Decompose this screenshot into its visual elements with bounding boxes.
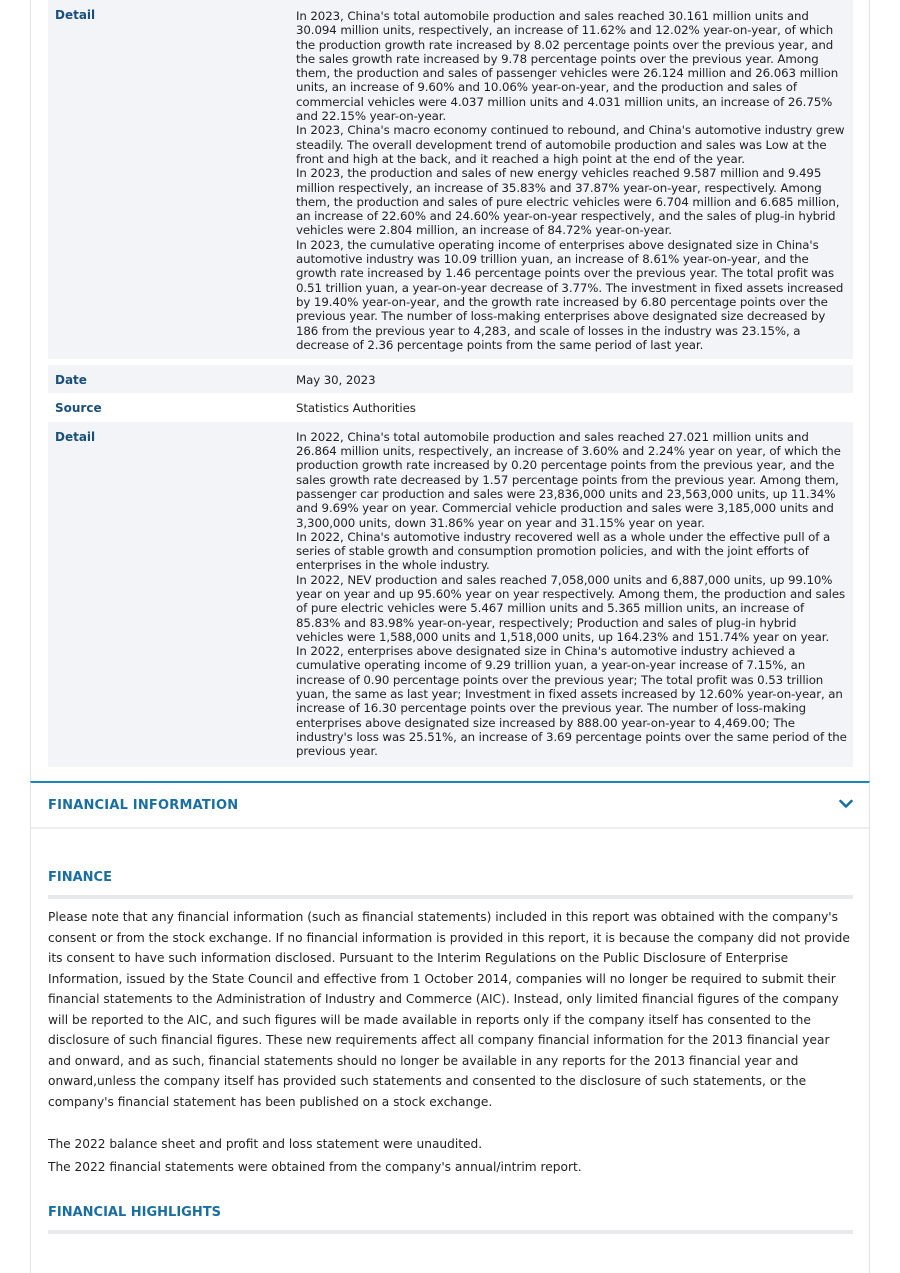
- detail-paragraph: In 2022, enterprises above designated size in China's automotive industry achieved a cumulative operating income of 9.29 trillion yuan, a year-on-year increase of 7.15%, an increase of 0.90 percentage points over the previous year; The total profit was 0.53 trillion yuan, the same as last year; Investment in fixed assets increased by 12.60% year-on-year, an increase of 16.30 percentage points over the previous year. The number of loss-making enterprises above designated size increased by 888.00 year-on-year to 4,469.00; The industry's loss was 25.51%, an increase of 3.69 percentage points over the same period of the previous year.: [296, 644, 847, 759]
- divider: [48, 1230, 853, 1234]
- financial-information-accordion-header[interactable]: [31, 783, 869, 829]
- detail-paragraph: In 2022, China's automotive industry recovered well as a whole under the effective pull of a series of stable growth and consumption promotion policies, and with the joint efforts of enterprises in the whole industry.: [296, 529, 831, 573]
- detail-paragraph: In 2023, the cumulative operating income of enterprises above designated size in China's automotive industry was 10.09 trillion yuan, an increase of 8.61% year-on-year, and the growth rate increased by 1.46 percentage points over the previous year. The total profit was 0.51 trillion yuan, a year-on-year decrease of 3.77%. The investment in fixed assets increased by 19.40% year-on-year, and the growth rate increased by 6.80 percentage points over the previous year. The number of loss-making enterprises above designated size decreased by 186 from the previous year to 4,283, and scale of losses in the industry was 23.15%, a decrease of 2.36 percentage points from the same period of last year.: [296, 237, 844, 352]
- audit-note: The 2022 balance sheet and profit and loss statement were unaudited.: [48, 1137, 483, 1151]
- row-label: Detail: [55, 429, 96, 444]
- accordion-title: FINANCIAL INFORMATION: [48, 798, 239, 813]
- finance-heading: FINANCE: [48, 870, 112, 885]
- row-value: [296, 0, 853, 362]
- row-label: Date: [48, 362, 296, 393]
- source-note: The 2022 financial statements were obtained from the company's annual/intrim report.: [48, 1160, 582, 1174]
- finance-disclaimer: Please note that any financial information (such as financial statements) included in this report was obtained with the company's consent or from the stock exchange. If no financial information is provided in this report, it is because the company did not provide its consent to have such information disclosed. Pursuant to the Interim Regulations on the Public Disclosure of Enterprise Information, issued by the State Council and effective from 1 October 2014, companies will no longer be required to submit their financial statements to the Administration of Industry and Commerce (AIC). Instead, only limited financial figures of the company will be reported to the AIC, and such figures will be made available in reports only if the company itself has consented to the disclosure of such financial figures. These new requirements affect all company financial information for the 2013 financial year and onward, and as such, financial statements should no longer be available in any reports for the 2013 financial year and onward,unless the company itself has provided such statements and consented to the disclosure of such statements, or the company's financial statement has been published on a stock exchange.: [48, 910, 850, 1109]
- detail-paragraph: In 2022, NEV production and sales reached 7,058,000 units and 6,887,000 units, up 99.10% year on year and up 95.60% year on year respectively. Among them, the production and sales of pure electric vehicles were 5.467 million units and 5.365 million units, an increase of 85.83% and 83.98% year-on-year, respectively; Production and sales of plug-in hybrid vehicles were 1,588,000 units and 1,518,000 units, up 164.23% and 151.74% year on year.: [296, 572, 846, 644]
- table-row: [48, 362, 853, 393]
- chevron-down-icon[interactable]: [839, 799, 853, 809]
- financial-information-section: [30, 781, 870, 1273]
- row-label: Detail: [55, 8, 96, 22]
- industry-detail-table: [48, 0, 853, 767]
- detail-paragraph: In 2023, China's macro economy continued to rebound, and China's automotive industry grew steadily. The overall development trend of automobile production and sales was Low at the front and high at the back, and it reached a high point at the end of the year.: [296, 123, 845, 166]
- row-value: [296, 422, 853, 767]
- row-value: Statistics Authorities: [296, 401, 416, 416]
- row-value: May 30, 2023: [296, 362, 853, 393]
- detail-paragraph: In 2023, China's total automobile production and sales reached 30.161 million units and 30.094 million units, respectively, an increase of 11.62% and 12.02% year-on-year, of which the production growth rate increased by 8.02 percentage points over the previous year, and the sales growth rate increased by 9.78 percentage points over the previous year. Among them, the production and sales of passenger vehicles were 26.124 million and 26.063 million units, an increase of 9.60% and 10.06% year-on-year, and the production and sales of commercial vehicles were 4.037 million units and 4.031 million units, an increase of 26.75% and 22.15% year-on-year.: [296, 9, 839, 124]
- industry-info-card: [30, 0, 870, 781]
- financial-highlights-heading: FINANCIAL HIGHLIGHTS: [48, 1205, 221, 1220]
- detail-paragraph: In 2023, the production and sales of new energy vehicles reached 9.587 million and 9.495 million respectively, an increase of 35.83% and 37.87% year-on-year, respectively. Among them, the production and sales of pure electric vehicles were 6.704 million and 6.685 million, an increase of 22.60% and 24.60% year-on-year respectively, and the sales of plug-in hybrid vehicles were 2.804 million, an increase of 84.72% year-on-year.: [296, 166, 840, 238]
- table-row: [48, 393, 853, 421]
- row-label: Source: [55, 401, 102, 416]
- table-row: [48, 422, 853, 767]
- table-row: [48, 0, 853, 362]
- detail-paragraph: In 2022, China's total automobile production and sales reached 27.021 million units and 26.864 million units, respectively, an increase of 3.60% and 2.24% year on year, of which the production growth rate increased by 0.20 percentage points from the previous year, and the sales growth rate decreased by 1.57 percentage points from the previous year. Among them, passenger car production and sales were 23,836,000 units and 23,563,000 units, up 11.34% and 9.69% year on year. Commercial vehicle production and sales were 3,185,000 units and 3,300,000 units, down 31.86% year on year and 31.15% year on year.: [296, 429, 841, 530]
- divider: [48, 895, 853, 899]
